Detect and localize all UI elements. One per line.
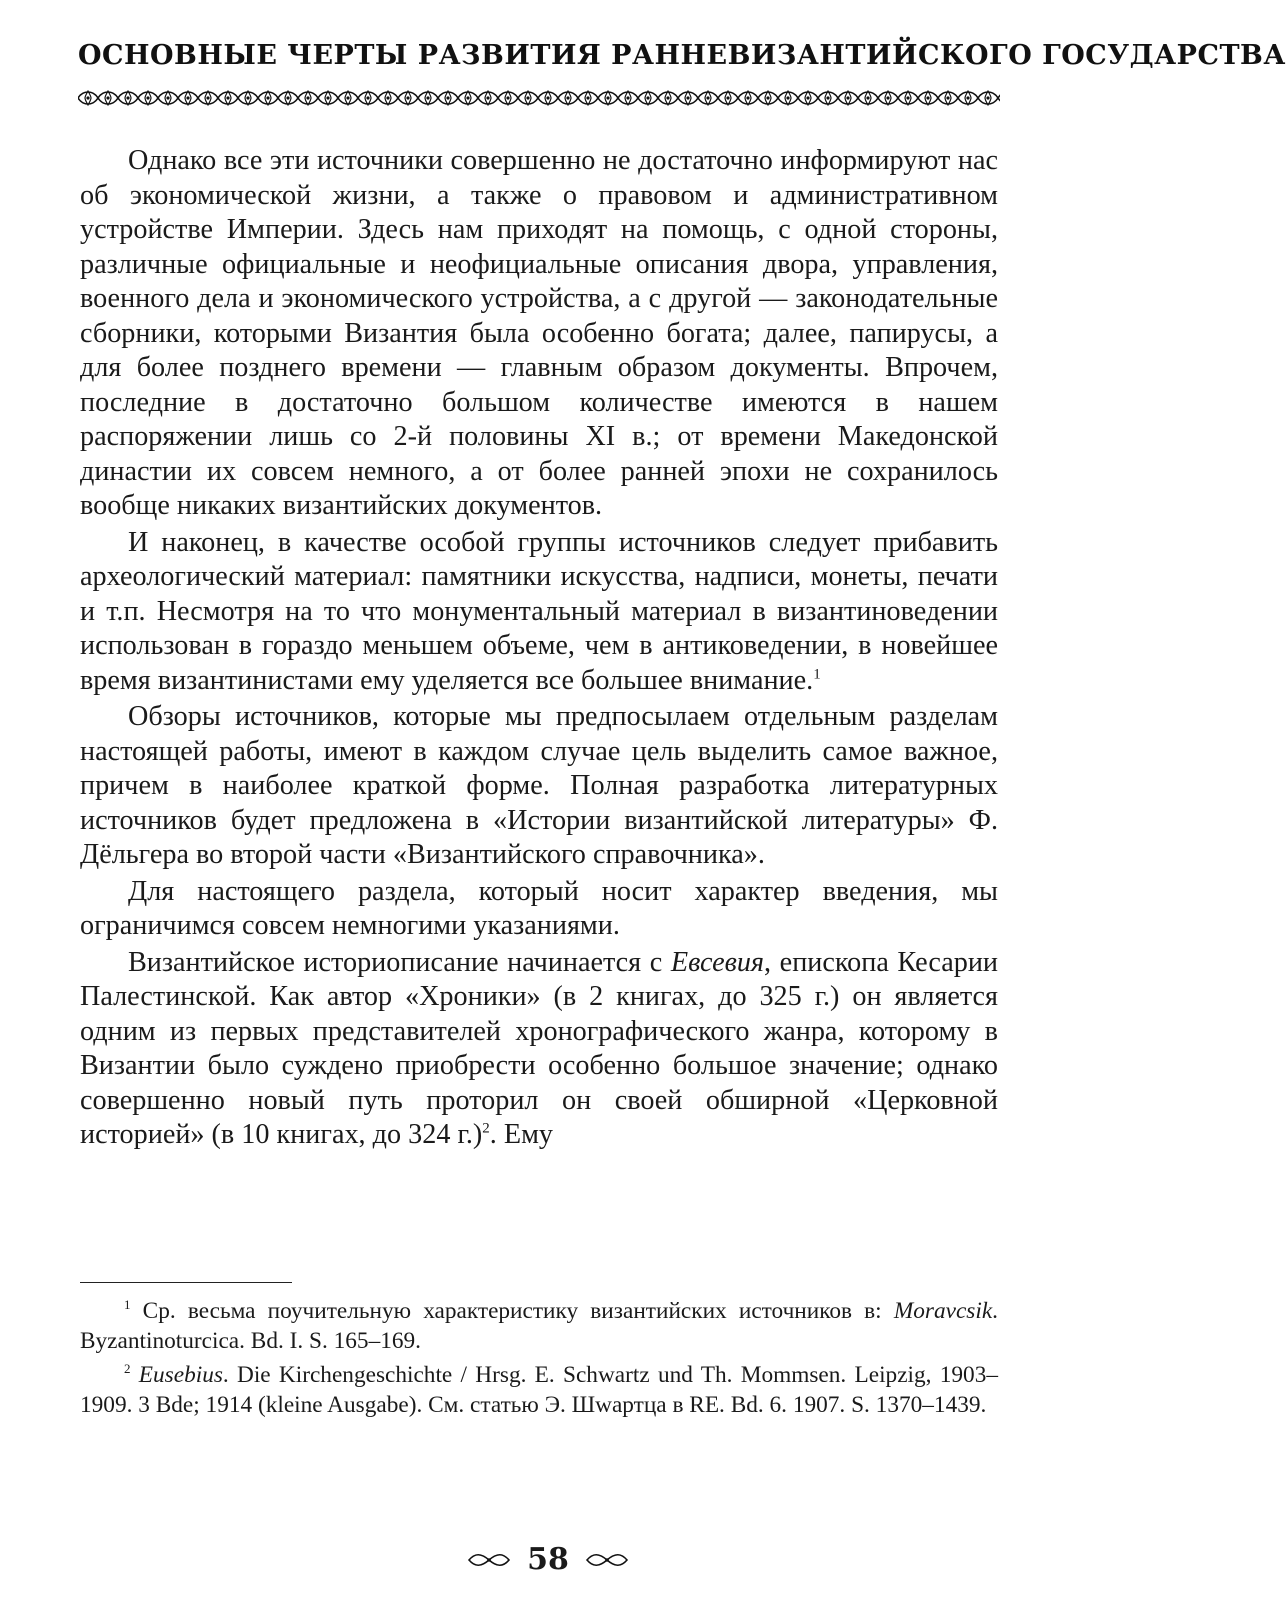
page-footer xyxy=(0,1542,1096,1577)
left-ornament-icon xyxy=(467,1553,511,1567)
ornamental-border-divider xyxy=(78,90,1000,106)
footnote-1: $^1$ Ср. весьма поучительную характеристику византийских источников в: Moravcsik. Byzantinoturcica. Bd. I. S. 165–169. xyxy=(80,1297,998,1354)
paragraph-4: Для настоящего раздела, который носит характер введения, мы ограничимся совсем немногими указаниями. xyxy=(80,875,998,941)
running-header: ОСНОВНЫЕ ЧЕРТЫ РАЗВИТИЯ РАННЕВИЗАНТИЙСКОГО ГОСУДАРСТВА xyxy=(78,40,1286,71)
paragraph-3: Обзоры источников, которые мы предпосылаем отдельным разделам настоящей работы, имеют в каждом случае цель выделить самое важное, причем в наиболее краткой форме. Полная разработка литературных источников будет предложена в «Истории византийской литературы» Ф. Дёльгера во второй части «Византийского справочника». xyxy=(80,701,998,870)
page-number: 58 xyxy=(527,1542,569,1577)
right-ornament-icon xyxy=(585,1553,629,1567)
paragraph-2: И наконец, в качестве особой группы источников следует прибавить археологический материал: памятники искусства, надписи, монеты, печати и т.п. Несмотря на то что монументальный материал в византиноведении использован в гораздо меньшем объеме, чем в антиковедении, в новейшее время византинистами ему уделяется все большее внимание.$^1$ xyxy=(80,526,998,696)
footnote-2: $^2$ Eusebius. Die Kirchengeschichte / Hrsg. E. Schwartz und Th. Mommsen. Leipzig, 1903–1909. 3 Bde; 1914 (kleine Ausgabe). См. статью Э. Шwартца в RE. Bd. 6. 1907. S. 1370–1439. xyxy=(80,1361,999,1418)
main-text xyxy=(80,144,998,1153)
footnote-ref-1[interactable]: 1 xyxy=(813,666,821,683)
footnote-separator xyxy=(80,1282,292,1283)
paragraph-5: Византийское историописание начинается с Евсевия, епископа Кесарии Палестинской. Как автор «Хроники» (в 2 книгах, до 325 г.) он является одним из первых представителей хронографического жанра, которому в Византии было суждено приобрести особенно большое значение; однако совершенно новый путь проторил он своей обширной «Церковной историей» (в 10 книгах, до 324 г.)$^2$. Ему xyxy=(80,946,999,1150)
footnote-ref-2[interactable]: 2 xyxy=(482,1120,490,1137)
footnotes xyxy=(80,1296,998,1424)
author-name-eusebius: Евсевия xyxy=(670,946,765,978)
paragraph-1: Однако все эти источники совершенно не достаточно информируют нас об экономической жизни, а также о правовом и административном устройстве Империи. Здесь нам приходят на помощь, с одной стороны, различные официальные и неофициальные описания двора, управления, военного дела и экономического устройства, а с другой — законодательные сборники, которыми Византия была особенно богата; далее, папирусы, а для более позднего времени — главным образом документы. Впрочем, последние в достаточно большом количестве имеются в нашем распоряжении лишь со 2-й половины XI в.; от времени Македонской династии их совсем немного, а от более ранней эпохи не сохранилось вообще никаких византийских документов. xyxy=(80,145,998,521)
